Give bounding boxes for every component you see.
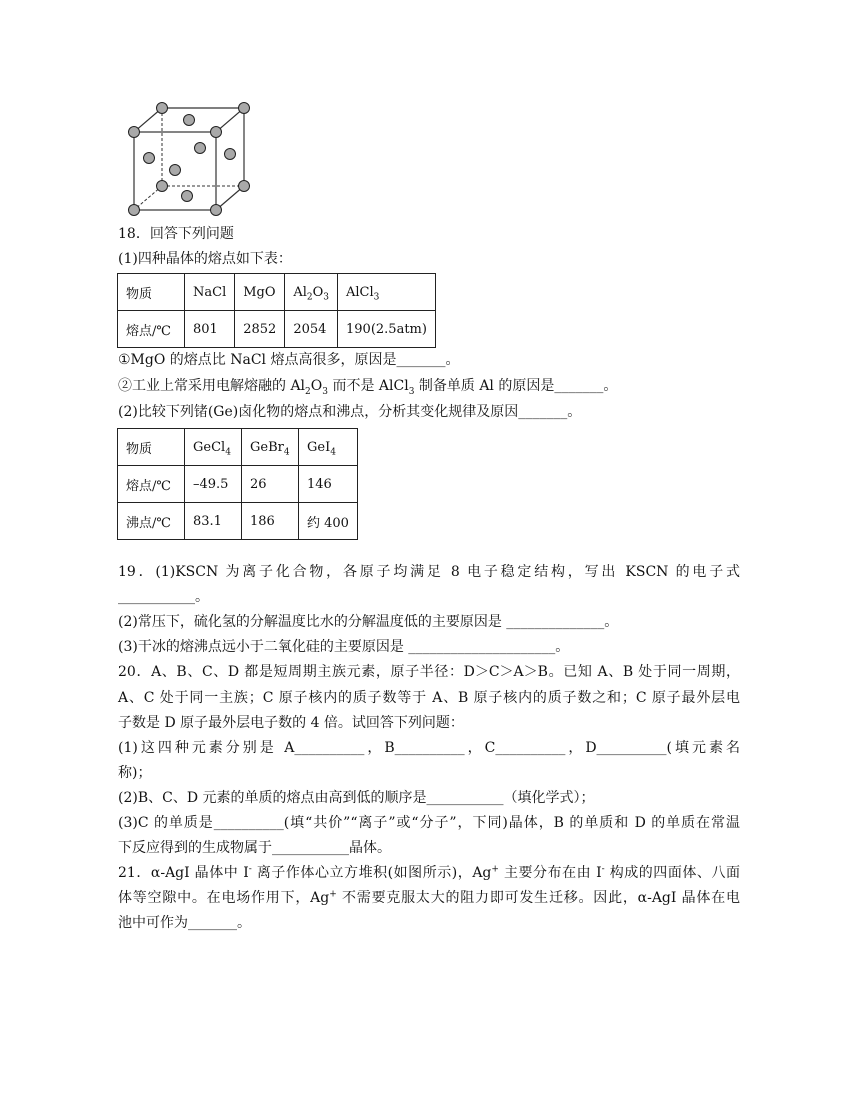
table-row bbox=[118, 274, 436, 311]
q20-line4: (1)这四种元素分别是 A__________，B__________，C__________，D__________(填元素名 bbox=[118, 740, 740, 756]
table-cell: 26 bbox=[242, 466, 299, 503]
germanium-halide-table bbox=[117, 428, 358, 540]
q20-line3: 子数是 D 原子最外层电子数的 4 倍。试回答下列问题： bbox=[118, 715, 464, 731]
table-row bbox=[118, 429, 358, 466]
q18-title: 18．回答下列问题 bbox=[118, 226, 234, 242]
table-row-label: 熔点/℃ bbox=[118, 311, 185, 348]
q21-line3: 池中可作为_______。 bbox=[118, 915, 251, 931]
table-cell: –49.5 bbox=[185, 466, 242, 503]
table-header-cell: GeBr$_4$ bbox=[242, 429, 299, 466]
q19-line4: (3)干冰的熔沸点远小于二氧化硅的主要原因是 _____________________。 bbox=[118, 639, 570, 655]
table-header-cell: MgO bbox=[235, 274, 285, 311]
q18-sub1: ①MgO 的熔点比 NaCl 熔点高很多，原因是_______。 bbox=[118, 352, 460, 368]
table-header-cell: 物质 bbox=[118, 429, 185, 466]
table-row-label: 沸点/℃ bbox=[118, 503, 185, 540]
table-header-cell: AlCl$_3$ bbox=[338, 274, 436, 311]
q18-sub2: ②工业上常采用电解熔融的 $Al_2O_3$ 而不是 AlCl$_3$ 制备单质 Al 的原因是_______。 bbox=[118, 378, 618, 397]
q20-line1: 20．A、B、C、D 都是短周期主族元素，原子半径：D＞C＞A＞B。已知 A、B 处于同一周期， bbox=[118, 664, 740, 680]
q18-part2-intro: (2)比较下列锗(Ge)卤化物的熔点和沸点，分析其变化规律及原因_______。 bbox=[118, 404, 582, 420]
table-cell: 190(2.5atm) bbox=[338, 311, 436, 348]
q21-line1: 21．α-AgI 晶体中 I- 离子作体心立方堆积(如图所示)，Ag+ 主要分布在由 I- 构成的四面体、八面 bbox=[118, 864, 740, 881]
q19-line3: (2)常压下，硫化氢的分解温度比水的分解温度低的主要原因是 ______________。 bbox=[118, 614, 619, 630]
table-cell: 83.1 bbox=[185, 503, 242, 540]
q20-line8: 下反应得到的生成物属于___________晶体。 bbox=[118, 840, 391, 856]
q18-part1-intro: (1)四种晶体的熔点如下表： bbox=[118, 251, 292, 267]
q20-line2: A、C 处于同一主族；C 原子核内的质子数等于 A、B 原子核内的质子数之和；C 原子最外层电 bbox=[118, 690, 740, 706]
q21-line2: 体等空隙中。在电场作用下，Ag+ 不需要克服太大的阻力即可发生迁移。因此，α-AgI 晶体在电 bbox=[118, 889, 740, 906]
table-cell: 2054 bbox=[285, 311, 338, 348]
table-cell: 801 bbox=[185, 311, 235, 348]
table-row bbox=[118, 503, 358, 540]
table-header-cell: GeI$_4$ bbox=[299, 429, 358, 466]
table-cell: 146 bbox=[299, 466, 358, 503]
table-header-cell: 物质 bbox=[118, 274, 185, 311]
q19-line2: ___________。 bbox=[118, 589, 209, 605]
q19-line1: 19．(1)KSCN 为离子化合物，各原子均满足 8 电子稳定结构，写出 KSCN 的电子式 bbox=[118, 564, 740, 580]
table-header-cell: NaCl bbox=[185, 274, 235, 311]
table-row bbox=[118, 311, 436, 348]
table-cell: 约 400 bbox=[299, 503, 358, 540]
melting-point-table bbox=[117, 273, 436, 348]
table-header-cell: $Al_2O_3$ bbox=[285, 274, 338, 311]
q20-line5: 称)； bbox=[118, 765, 152, 781]
table-cell: 186 bbox=[242, 503, 299, 540]
crystal-cell-figure bbox=[120, 96, 252, 218]
table-header-cell: GeCl$_4$ bbox=[185, 429, 242, 466]
q20-line6: (2)B、C、D 元素的单质的熔点由高到低的顺序是___________（填化学式）； bbox=[118, 790, 595, 806]
table-row bbox=[118, 466, 358, 503]
table-cell: 2852 bbox=[235, 311, 285, 348]
q20-line7: (3)C 的单质是__________(填“共价”“离子”或“分子”，下同)晶体，B 的单质和 D 的单质在常温 bbox=[118, 815, 740, 831]
table-row-label: 熔点/℃ bbox=[118, 466, 185, 503]
